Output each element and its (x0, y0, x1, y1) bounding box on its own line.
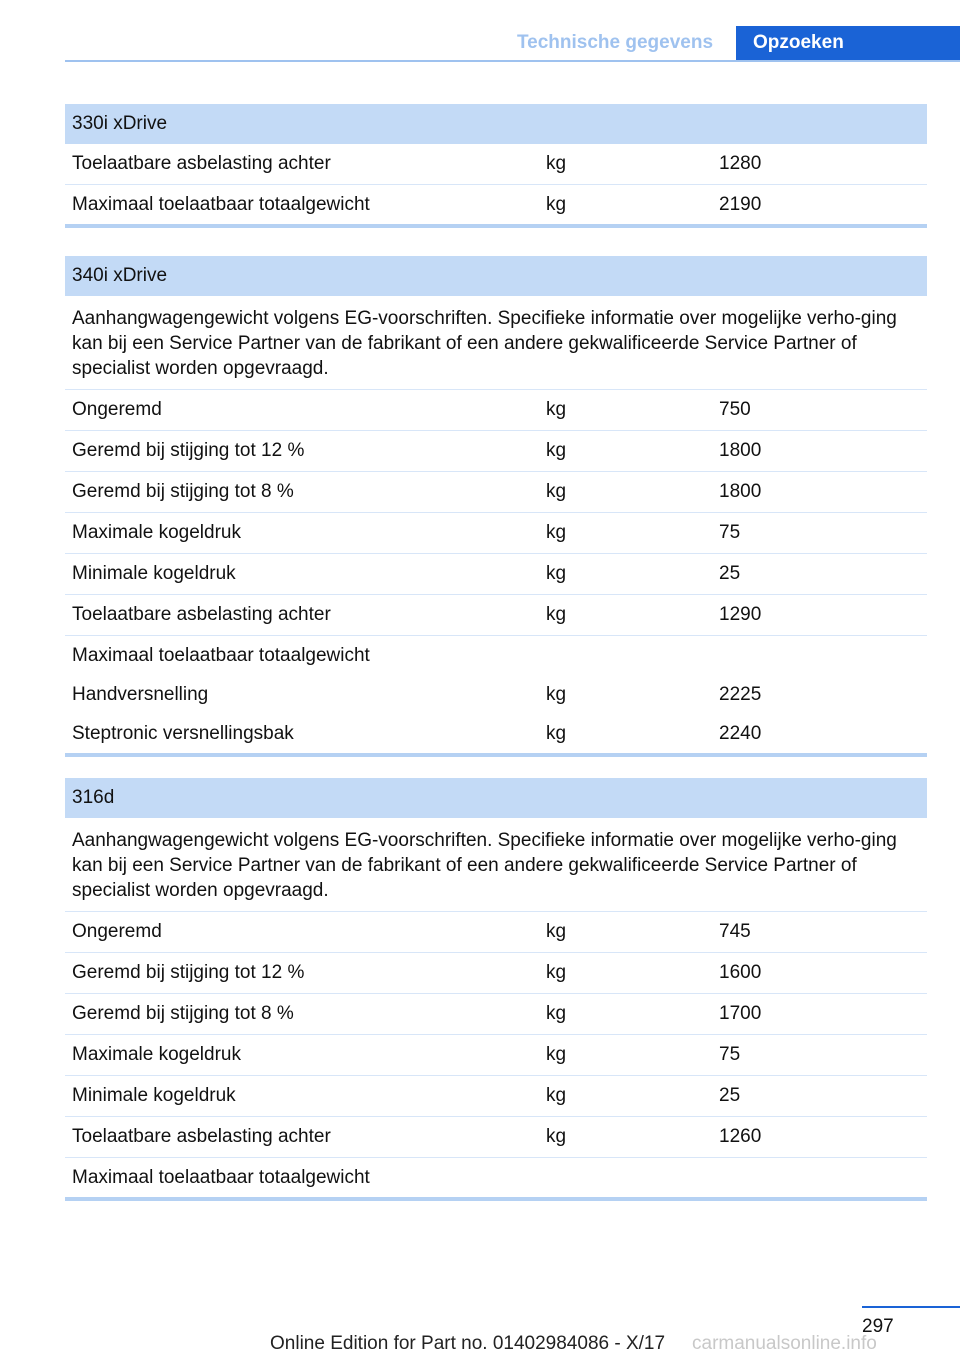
row-label: Ongeremd (72, 921, 162, 942)
row-value: 1260 (719, 1126, 762, 1147)
table-row (65, 472, 927, 513)
footer-rule (862, 1306, 960, 1308)
row-unit: kg (546, 1044, 567, 1065)
spec-table-316d (65, 778, 927, 1201)
row-label: Toelaatbare asbelasting achter (72, 1126, 331, 1147)
page-number: 297 (862, 1316, 894, 1337)
table-row (65, 513, 927, 554)
row-label: Geremd bij stijging tot 8 % (72, 1003, 294, 1024)
row-label: Maximaal toelaatbaar totaalgewicht (72, 1167, 370, 1188)
row-value: 75 (719, 1044, 741, 1065)
table-title: 340i xDrive (65, 256, 927, 296)
row-unit: kg (546, 194, 567, 215)
row-unit: kg (546, 399, 567, 420)
row-label: Minimale kogeldruk (72, 1085, 236, 1106)
table-row (65, 144, 927, 185)
tab-opzoeken[interactable]: Opzoeken (736, 26, 960, 62)
row-label: Geremd bij stijging tot 8 % (72, 481, 294, 502)
row-label: Maximale kogeldruk (72, 1044, 241, 1065)
table-subheading-row (65, 636, 927, 675)
table-row (65, 390, 927, 431)
row-value: 1800 (719, 481, 762, 502)
row-label: Toelaatbare asbelasting achter (72, 153, 331, 174)
section-title: Technische gegevens (516, 32, 714, 53)
table-row (65, 714, 927, 753)
row-unit: kg (546, 563, 567, 584)
row-unit: kg (546, 153, 567, 174)
table-subheading-row (65, 1158, 927, 1197)
table-row (65, 554, 927, 595)
row-value: 1280 (719, 153, 762, 174)
row-unit: kg (546, 481, 567, 502)
row-value: 25 (719, 563, 741, 584)
row-value: 1290 (719, 604, 762, 625)
row-label: Handversnelling (72, 684, 209, 705)
row-value: 25 (719, 1085, 741, 1106)
row-value: 2190 (719, 194, 762, 215)
table-row (65, 675, 927, 714)
row-value: 745 (719, 921, 751, 942)
row-unit: kg (546, 684, 567, 705)
table-row (65, 994, 927, 1035)
row-label: Geremd bij stijging tot 12 % (72, 962, 305, 983)
table-note: Aanhangwagengewicht volgens EG-voorschriften. Specifieke informatie over mogelijke verho-ging kan bij een Service Partner van de fabrikant of een andere gekwalificeerde Service Partner of specialist worden opgevraagd. (65, 818, 927, 912)
row-label: Maximale kogeldruk (72, 522, 241, 543)
table-end-rule (65, 1197, 927, 1201)
table-title: 316d (65, 778, 927, 818)
row-value: 2240 (719, 723, 762, 744)
table-row (65, 1117, 927, 1158)
table-note: Aanhangwagengewicht volgens EG-voorschriften. Specifieke informatie over mogelijke verho-ging kan bij een Service Partner van de fabrikant of een andere gekwalificeerde Service Partner of specialist worden opgevraagd. (65, 296, 927, 390)
row-unit: kg (546, 962, 567, 983)
row-label: Maximaal toelaatbaar totaalgewicht (72, 194, 370, 215)
row-label: Steptronic versnellingsbak (72, 723, 294, 744)
row-unit: kg (546, 604, 567, 625)
watermark: carmanualsonline.info (692, 1333, 877, 1354)
row-label: Maximaal toelaatbaar totaalgewicht (72, 645, 370, 666)
table-end-rule (65, 753, 927, 757)
table-title: 330i xDrive (65, 104, 927, 144)
row-label: Toelaatbare asbelasting achter (72, 604, 331, 625)
row-value: 1800 (719, 440, 762, 461)
table-end-rule (65, 224, 927, 228)
row-unit: kg (546, 723, 567, 744)
edition-note: Online Edition for Part no. 01402984086 - X/17 (270, 1333, 666, 1354)
table-row (65, 1035, 927, 1076)
table-row (65, 912, 927, 953)
spec-table-330i (65, 104, 927, 228)
row-value: 75 (719, 522, 741, 543)
row-unit: kg (546, 1085, 567, 1106)
row-unit: kg (546, 1126, 567, 1147)
table-row (65, 185, 927, 224)
header-divider (65, 60, 960, 62)
row-label: Minimale kogeldruk (72, 563, 236, 584)
row-unit: kg (546, 1003, 567, 1024)
row-label: Geremd bij stijging tot 12 % (72, 440, 305, 461)
table-row (65, 595, 927, 636)
row-value: 1600 (719, 962, 762, 983)
row-label: Ongeremd (72, 399, 162, 420)
row-value: 2225 (719, 684, 762, 705)
table-row (65, 431, 927, 472)
row-value: 1700 (719, 1003, 762, 1024)
row-unit: kg (546, 522, 567, 543)
spec-table-340i (65, 256, 927, 757)
table-row (65, 1076, 927, 1117)
row-unit: kg (546, 921, 567, 942)
row-value: 750 (719, 399, 751, 420)
table-row (65, 953, 927, 994)
row-unit: kg (546, 440, 567, 461)
